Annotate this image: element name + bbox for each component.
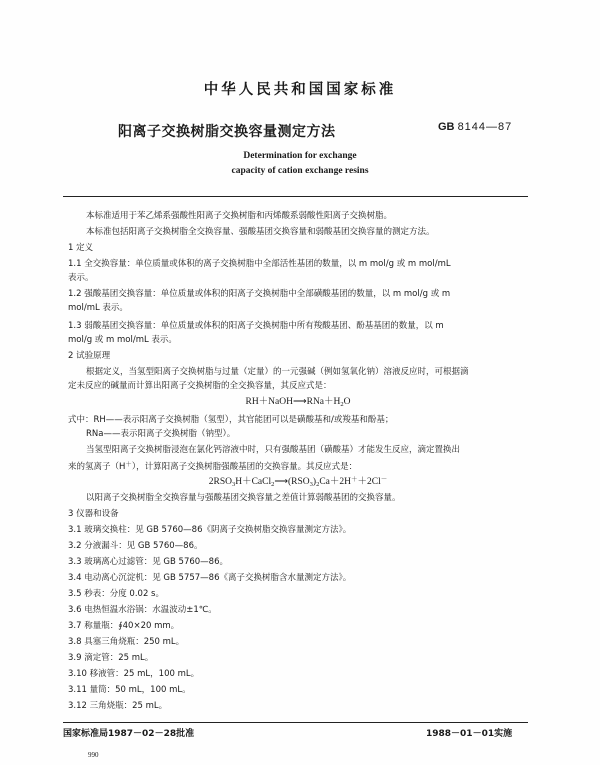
eq1-subscript: 2 xyxy=(340,401,344,408)
intro-paragraph-2: 本标准包括阳离子交换树脂全交换容量、强酸基团交换容量和弱酸基团交换容量的测定方法。 xyxy=(86,227,435,237)
equipment-item: 3.5 秒表：分度 0.02 s。 xyxy=(68,589,164,599)
section-1-heading: 1 定义 xyxy=(68,243,94,253)
english-title-line-2: capacity of cation exchange resins xyxy=(231,166,369,176)
principle-paragraph-3: 以阳离子交换树脂全交换容量与强酸基团交换容量之差值计算弱酸基团的交换容量。 xyxy=(86,493,401,503)
eq2-term-b: H＋CaCl xyxy=(235,477,272,487)
eq2-term-a: 2RSO xyxy=(208,477,232,487)
eq1-arrow: ⟶ xyxy=(292,397,307,407)
p2-line2-part-a: 来的氢离子（H xyxy=(68,462,126,472)
equipment-item: 3.4 电动离心沉淀机：见 GB 5757—86《离子交换树脂含水量测定方法》。 xyxy=(68,573,352,583)
eq2-term-c-sub: 3 xyxy=(309,481,313,488)
equipment-item: 3.3 玻璃离心过滤管：见 GB 5760—86。 xyxy=(68,557,228,567)
intro-paragraph-1: 本标准适用于苯乙烯系强酸性阳离子交换树脂和丙烯酸系弱酸性阳离子交换树脂。 xyxy=(86,211,393,221)
eq2-term-b-sub: 2 xyxy=(271,481,275,488)
equipment-item: 3.1 玻璃交换柱：见 GB 5760—86《阴离子交换树脂交换容量测定方法》。 xyxy=(68,525,352,535)
eq1-products: RNa＋H xyxy=(306,397,341,407)
eq2-term-e-sup: ＋ xyxy=(351,476,358,483)
definition-1-1-line-2: 表示。 xyxy=(68,273,94,283)
eq2-arrow: ⟶ xyxy=(274,477,288,487)
equipment-item: 3.2 分液漏斗：见 GB 5760—86。 xyxy=(68,541,203,551)
section-3-heading: 3 仪器和设备 xyxy=(68,509,119,519)
standard-code-number: 8144—87 xyxy=(457,121,513,133)
eq2-term-c: (RSO xyxy=(288,477,310,487)
footer-divider xyxy=(63,722,528,723)
page-number: 990 xyxy=(88,751,99,759)
eq2-term-d: ) xyxy=(312,477,317,487)
national-standard-heading: 中华人民共和国国家标准 xyxy=(203,82,397,98)
eq2-term-e: Ca＋2H xyxy=(319,477,351,487)
definition-1-3-line-1: 1.3 弱酸基团交换容量：单位质量或体积的阳离子交换树脂中所有羧酸基团、酚基基团的数量，以 m xyxy=(68,321,444,331)
eq1-tail: O xyxy=(343,397,351,407)
eq2-term-a-sub: 3 xyxy=(231,481,236,488)
p2-line2-superscript: ＋ xyxy=(125,460,132,468)
principle-paragraph-1-line-2: 定未反应的碱量而计算出阳离子交换树脂的全交换容量，其反应式是： xyxy=(68,381,332,391)
equipment-item: 3.12 三角烧瓶：25 mL。 xyxy=(68,701,168,711)
english-title-line-1: Determination for exchange xyxy=(243,151,357,161)
definition-1-1-line-1: 1.1 全交换容量：单位质量或体积的离子交换树脂中全部活性基团的数量，以 m mol/g 或 m mol/mL xyxy=(68,259,451,269)
definition-1-3-line-2: mol/g 或 m mol/mL 表示。 xyxy=(68,335,177,345)
equipment-item: 3.6 电热恒温水浴锅：水温波动±1℃。 xyxy=(68,605,217,615)
section-2-heading: 2 试验原理 xyxy=(68,351,111,361)
reaction-equation-2 xyxy=(68,474,528,491)
definition-1-2-line-1: 1.2 强酸基团交换容量：单位质量或体积的阳离子交换树脂中全部磺酸基团的数量，以 m mol/g 或 m xyxy=(68,289,451,299)
where-rna-line: RNa——表示阳离子交换树脂（钠型）。 xyxy=(86,429,236,439)
approval-date: 国家标准局1987－02－28批准 xyxy=(63,729,195,739)
principle-paragraph-2-line-2 xyxy=(68,458,357,473)
principle-paragraph-1-line-1: 根据定义，当氢型阳离子交换树脂与过量（定量）的一元强碱（例如氢氧化钠）溶液反应时，可根据滴 xyxy=(86,367,469,377)
standard-code-prefix: GB xyxy=(438,121,455,133)
implementation-date: 1988－01－01实施 xyxy=(426,729,513,739)
equipment-item: 3.11 量筒：50 mL，100 mL。 xyxy=(68,685,191,695)
eq1-reactants: RH＋NaOH xyxy=(245,397,293,407)
principle-paragraph-2-line-1: 当氢型阳离子交换树脂浸泡在氯化钙溶液中时，只有强酸基团（磺酸基）才能发生反应，滴定置换出 xyxy=(86,445,461,455)
definition-1-2-line-2: mol/mL 表示。 xyxy=(68,303,128,313)
equipment-item: 3.9 滴定管：25 mL。 xyxy=(68,653,154,663)
eq2-term-f: ＋2Cl xyxy=(357,477,381,487)
equipment-item: 3.10 移液管：25 mL，100 mL。 xyxy=(68,669,200,679)
eq2-term-d-sub: 2 xyxy=(316,481,320,488)
reaction-equation-1 xyxy=(68,396,528,411)
eq2-term-f-sup: － xyxy=(380,476,388,483)
document-title: 阳离子交换树脂交换容量测定方法 xyxy=(118,124,336,140)
equipment-item: 3.8 具塞三角烧瓶：250 mL。 xyxy=(68,637,185,647)
standard-code xyxy=(438,121,512,133)
header-divider xyxy=(63,196,528,197)
p2-line2-part-b: ），计算阳离子交换树脂强酸基团的交换容量。其反应式是： xyxy=(131,462,358,472)
equipment-item: 3.7 称量瓶：∮40×20 mm。 xyxy=(68,621,180,631)
where-rh-line: 式中：RH——表示阳离子交换树脂（氢型），其官能团可以是磺酸基和/或羧基和酚基； xyxy=(68,415,394,425)
